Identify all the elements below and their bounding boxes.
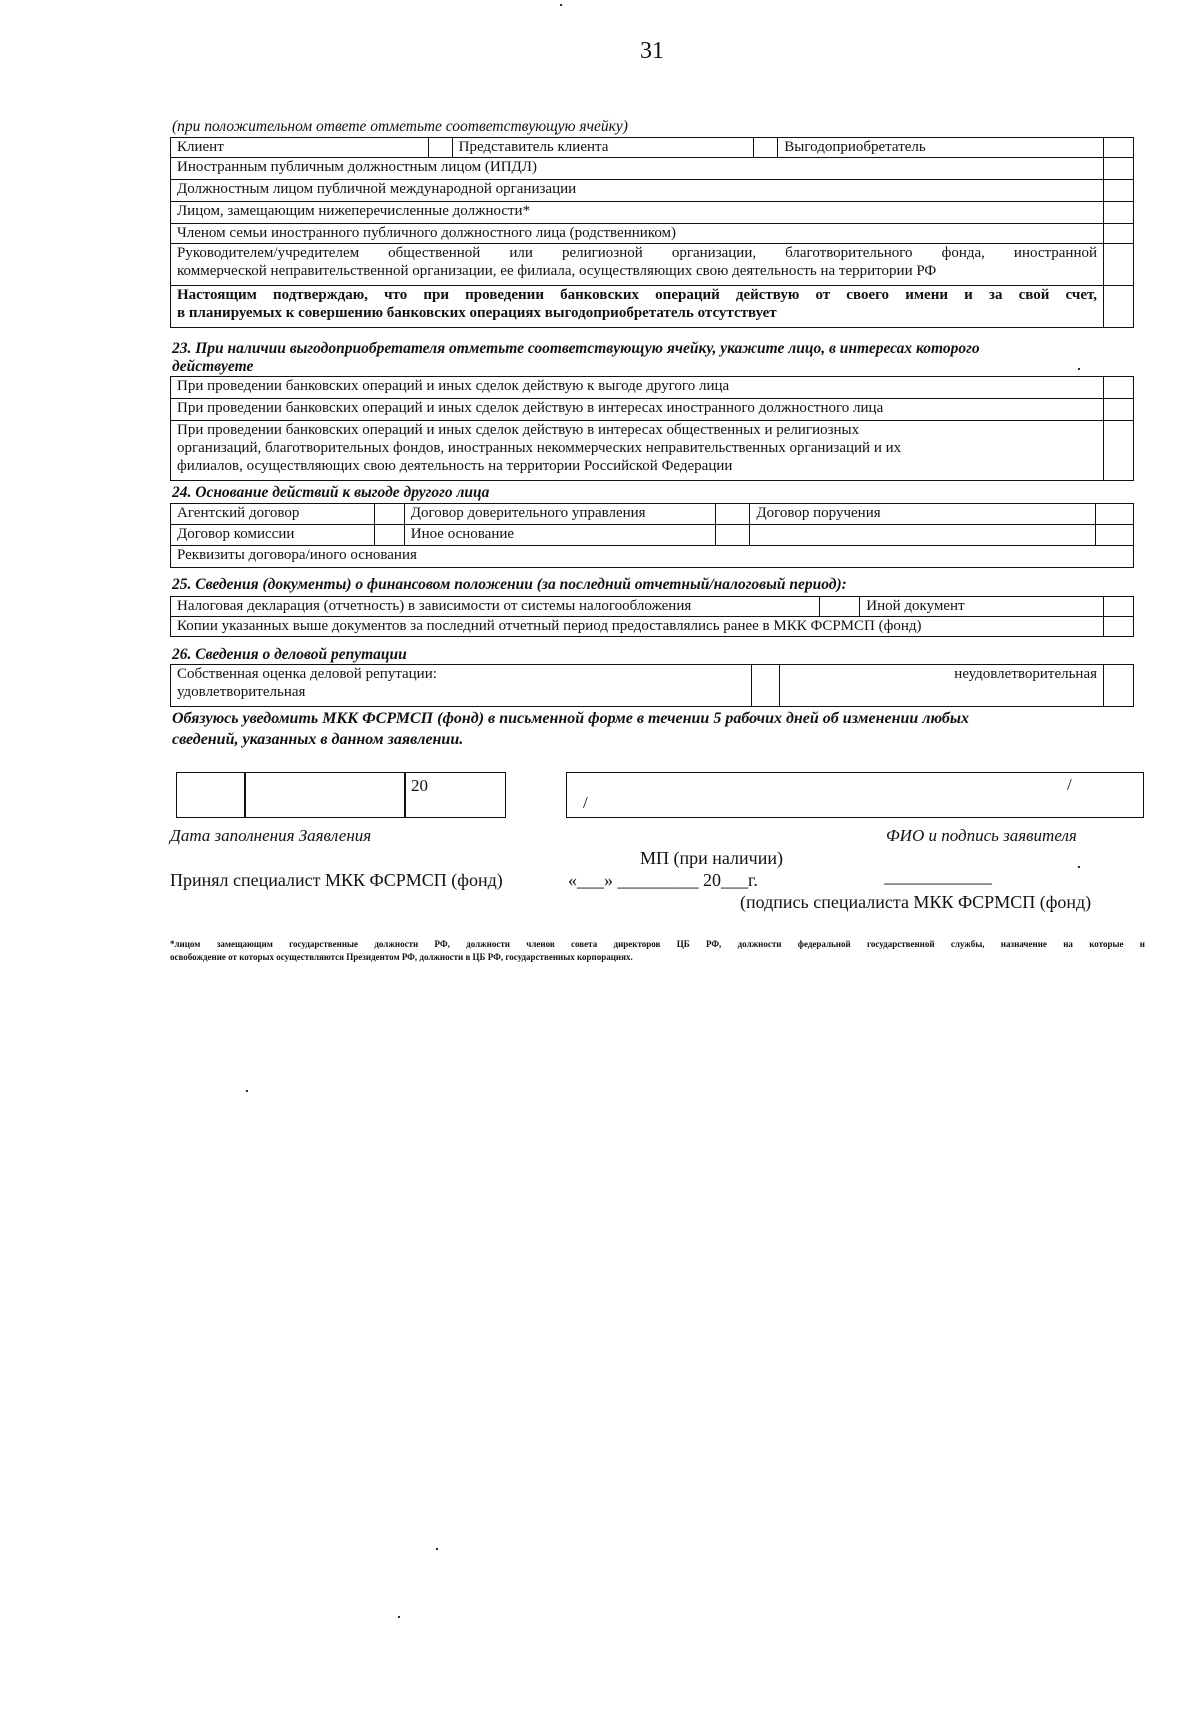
benefit-ngo-row: [171, 421, 1104, 481]
row-ngo-line1: Руководителем/учредителем общественной или религиозной организации, благотворительного фонда, иностранной: [177, 245, 1097, 261]
benefit-foreign-official-row: При проведении банковских операций и иных сделок действую в интересах иностранного должностного лица: [171, 399, 1104, 421]
footnote-line2: освобождение от которых осуществляются Президентом РФ, должности в ЦБ РФ, государственных корпорациях.: [170, 952, 633, 962]
row-confirm-line2: в планируемых к совершению банковских операциях выгодоприобретатель отсутствует: [177, 305, 777, 321]
basis-agency: Агентский договор: [171, 504, 375, 525]
section23-title-line1: 23. При наличии выгодоприобретателя отметьте соответствующую ячейку, укажите лицо, в интересах которого: [172, 340, 980, 357]
row-ngo-line2: коммерческой неправительственной организации, ее филиала, осуществляющих свою деятельность на территории РФ: [177, 263, 937, 279]
section25-table: [170, 596, 1134, 637]
basis-commission: Договор комиссии: [171, 525, 375, 546]
accepted-date: «___» _________ 20___г.: [568, 870, 758, 890]
basis-empty: [750, 525, 1096, 546]
accepted-label: Принял специалист МКК ФСРМСП (фонд): [170, 870, 503, 890]
checkbox-family[interactable]: [1104, 224, 1134, 244]
checkbox-trust[interactable]: [716, 504, 750, 525]
signature-caption: ФИО и подпись заявителя: [886, 826, 1077, 845]
section23-title-line2: действуете: [172, 358, 254, 375]
specialist-signature-line: ____________: [884, 866, 992, 886]
reputation-self: [171, 665, 752, 707]
scan-speck: [1078, 866, 1080, 868]
checkbox-benefit-foreign-official[interactable]: [1104, 399, 1134, 421]
benefit-ngo-line1: При проведении банковских операций и иных сделок действую в интересах общественных и религиозных: [177, 422, 860, 438]
row-positions: Лицом, замещающим нижеперечисленные должности*: [171, 202, 1104, 224]
checkbox-unsatisfactory[interactable]: [1104, 665, 1134, 707]
role-client: Клиент: [171, 138, 429, 158]
checkbox-copies[interactable]: [1104, 617, 1134, 637]
role-beneficiary: Выгодоприобретатель: [778, 138, 1104, 158]
footnote-line1: *лицом замещающим государственные должности РФ, должности членов совета директоров ЦБ РФ, должности федеральной государственной службы, назначение на которые и: [170, 939, 1145, 949]
stamp-label: МП (при наличии): [640, 848, 783, 868]
obligation-line2: сведений, указанных в данном заявлении.: [172, 731, 464, 748]
benefit-ngo-line2: организаций, благотворительных фондов, иностранных некоммерческих неправительственных организаций и их: [177, 440, 902, 456]
checkbox-positions[interactable]: [1104, 202, 1134, 224]
date-day-box[interactable]: [176, 772, 246, 818]
checkbox-client[interactable]: [428, 138, 452, 158]
checkbox-intl-org[interactable]: [1104, 180, 1134, 202]
section24-title: 24. Основание действий к выгоде другого лица: [172, 484, 490, 501]
scan-speck: [560, 4, 562, 6]
signature-slash-right: /: [1067, 775, 1072, 794]
scan-speck: [1078, 368, 1080, 370]
basis-details[interactable]: Реквизиты договора/иного основания: [171, 546, 1134, 568]
checkbox-beneficiary[interactable]: [1104, 138, 1134, 158]
fin-copies: Копии указанных выше документов за последний отчетный период предоставлялись ранее в МКК ФСРМСП (фонд): [171, 617, 1104, 637]
section22-table: [170, 137, 1134, 328]
row-ipdl: Иностранным публичным должностным лицом (ИПДЛ): [171, 158, 1104, 180]
section22-hint: (при положительном ответе отметьте соответствующую ячейку): [172, 118, 628, 135]
date-caption: Дата заполнения Заявления: [170, 826, 372, 845]
specialist-caption: (подпись специалиста МКК ФСРМСП (фонд): [740, 892, 1092, 912]
checkbox-agency[interactable]: [374, 504, 404, 525]
section26-table: [170, 664, 1134, 707]
obligation-line1: Обязуюсь уведомить МКК ФСРМСП (фонд) в письменной форме в течении 5 рабочих дней об изменении любых: [172, 710, 970, 727]
row-confirm: [171, 286, 1104, 328]
checkbox-ipdl[interactable]: [1104, 158, 1134, 180]
checkbox-tax-declaration[interactable]: [820, 597, 860, 617]
checkbox-representative[interactable]: [754, 138, 778, 158]
scan-speck: [398, 1616, 400, 1618]
role-representative: Представитель клиента: [452, 138, 754, 158]
checkbox-commission[interactable]: [374, 525, 404, 546]
footnote: [170, 938, 1145, 964]
section23-table: [170, 376, 1134, 481]
row-ngo: [171, 244, 1104, 286]
basis-other: Иное основание: [404, 525, 716, 546]
page-number: 31: [640, 38, 664, 64]
checkbox-other-document[interactable]: [1104, 597, 1134, 617]
checkbox-empty[interactable]: [1096, 525, 1134, 546]
date-year-box[interactable]: [404, 772, 506, 818]
fin-other-document: Иной документ: [860, 597, 1104, 617]
checkbox-benefit-other[interactable]: [1104, 377, 1134, 399]
basis-trust: Договор доверительного управления: [404, 504, 716, 525]
scan-speck: [246, 1090, 248, 1092]
section25-title: 25. Сведения (документы) о финансовом положении (за последний отчетный/налоговый период):: [172, 576, 847, 593]
applicant-signature-box[interactable]: [566, 772, 1144, 818]
checkbox-order[interactable]: [1096, 504, 1134, 525]
section24-table: [170, 503, 1134, 568]
checkbox-benefit-ngo[interactable]: [1104, 421, 1134, 481]
fin-tax-declaration: Налоговая декларация (отчетность) в зависимости от системы налогообложения: [171, 597, 820, 617]
checkbox-other[interactable]: [716, 525, 750, 546]
reputation-self-line1: Собственная оценка деловой репутации:: [177, 666, 437, 682]
checkbox-satisfactory[interactable]: [752, 665, 780, 707]
row-confirm-line1: Настоящим подтверждаю, что при проведении банковских операций действую от своего имени и за свой счет,: [177, 287, 1097, 303]
benefit-other-row: При проведении банковских операций и иных сделок действую к выгоде другого лица: [171, 377, 1104, 399]
scan-speck: [436, 1548, 438, 1550]
date-year-prefix: 20: [411, 776, 428, 795]
reputation-self-line2: удовлетворительная: [177, 684, 306, 700]
benefit-ngo-line3: филиалов, осуществляющих свою деятельность на территории Российской Федерации: [177, 458, 733, 474]
date-month-box[interactable]: [244, 772, 406, 818]
checkbox-ngo[interactable]: [1104, 244, 1134, 286]
checkbox-confirm[interactable]: [1104, 286, 1134, 328]
section26-title: 26. Сведения о деловой репутации: [172, 646, 407, 663]
row-family: Членом семьи иностранного публичного должностного лица (родственником): [171, 224, 1104, 244]
signature-slash-left: /: [583, 793, 588, 812]
basis-order: Договор поручения: [750, 504, 1096, 525]
row-intl-org: Должностным лицом публичной международной организации: [171, 180, 1104, 202]
reputation-unsatisfactory: неудовлетворительная: [780, 665, 1104, 707]
